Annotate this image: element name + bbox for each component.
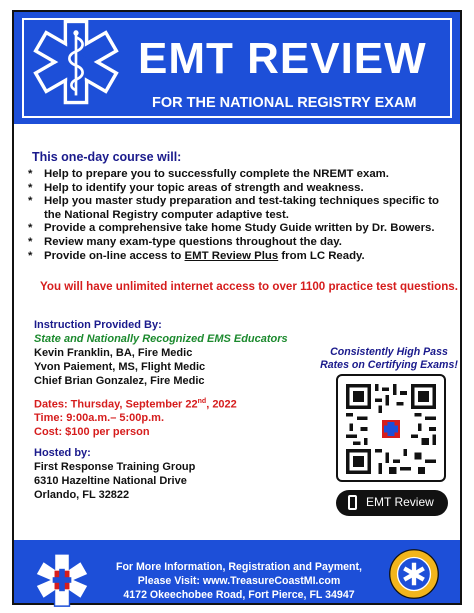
list-item: * Help to prepare you to successfully complete the NREMT exam. (28, 168, 389, 180)
bullet-mark: * (28, 235, 33, 248)
star-of-life-icon (32, 18, 120, 106)
emt-review-plus-link[interactable]: EMT Review Plus (184, 249, 279, 262)
instructor-name: Yvon Paiement, MS, Flight Medic (34, 361, 206, 373)
access-note: You will have unlimited internet access to over 1100 practice test questions. (40, 280, 458, 293)
bullet-mark: * (28, 222, 33, 235)
header-banner (14, 12, 460, 124)
app-label: EMT Review (366, 495, 434, 509)
instruction-subheading: State and Nationally Recognized EMS Educators (34, 333, 288, 345)
hosted-heading: Hosted by: (34, 447, 91, 459)
nationally-certified-paramedic-seal (388, 548, 440, 600)
page-title: EMT REVIEW (138, 34, 427, 83)
emt-review-app-button[interactable] (336, 490, 448, 516)
page-subtitle: FOR THE NATIONAL REGISTRY EXAM (152, 95, 417, 111)
list-item: * Help you master study preparation and test-taking techniques specific to the National Registry computer adaptive test. (28, 195, 439, 221)
footer-contact: For More Information, Registration and Payment, Please Visit: www.TreasureCoastMI.com 4172 Okeechobee Road, Fort Pierce, FL 34947 (94, 560, 384, 602)
list-item: * Help to identify your topic areas of strength and weakness. (28, 181, 364, 194)
qr-code-frame (336, 374, 446, 482)
bullet-mark: * (28, 181, 33, 194)
footer-banner (14, 540, 460, 603)
bullet-mark: * (28, 195, 33, 208)
host-line: Orlando, FL 32822 (34, 489, 130, 501)
list-item: * Provide on-line access to EMT Review Plus from LC Ready. (28, 249, 365, 262)
instructor-name: Kevin Franklin, BA, Fire Medic (34, 347, 193, 359)
website-link[interactable]: Please Visit: www.TreasureCoastMI.com (137, 575, 341, 587)
instruction-heading: Instruction Provided By: (34, 319, 162, 331)
treasure-coast-medical-institute-logo (34, 552, 90, 608)
course-intro: This one-day course will: (32, 150, 182, 164)
pass-rate-callout: Consistently High Pass Rates on Certifying Exams! (320, 346, 458, 371)
course-dates: Dates: Thursday, September 22nd, 2022 (34, 398, 237, 411)
phone-icon (348, 495, 357, 510)
list-item: * Review many exam-type questions throughout the day. (28, 235, 342, 248)
course-time: Time: 9:00a.m.– 5:00p.m. (34, 412, 165, 424)
bullet-mark: * (28, 168, 33, 180)
bullet-mark: * (28, 249, 33, 262)
qr-code-icon[interactable] (346, 384, 436, 474)
list-item: * Provide a comprehensive take home Study Guide written by Dr. Bowers. (28, 222, 435, 235)
host-line: 6310 Hazeltine National Drive (34, 475, 187, 487)
flyer (12, 10, 462, 605)
course-cost: Cost: $100 per person (34, 426, 150, 438)
course-bullet-list (28, 168, 448, 263)
host-line: First Response Training Group (34, 461, 196, 473)
instructor-name: Chief Brian Gonzalez, Fire Medic (34, 375, 205, 387)
